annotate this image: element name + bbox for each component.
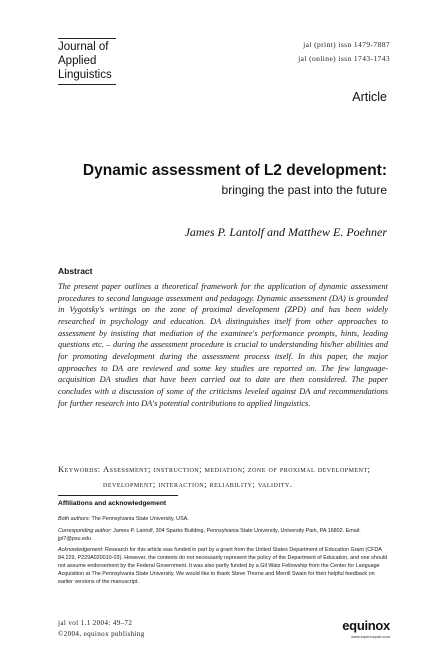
affiliations-heading: Affiliations and acknowledgement	[58, 500, 167, 507]
corresponding-value: James P. Lantolf, 304 Sparks Building, Pennsylvania State University, University Park, PA 16802. Email: jpl7@psu.edu	[58, 527, 361, 542]
publisher-logo-subtext: www.equinoxpub.com	[351, 634, 390, 639]
journal-title-rule-top	[58, 38, 116, 39]
footer-volume: jal vol 1.1 2004: 49–72	[58, 619, 133, 627]
journal-title-line: Applied	[58, 55, 97, 67]
abstract-heading: Abstract	[58, 266, 93, 276]
publisher-logo-text: equinox	[342, 618, 390, 633]
keywords-line-2	[58, 477, 390, 492]
journal-title-line: Linguistics	[58, 69, 112, 81]
journal-title-rule-bottom	[58, 84, 116, 85]
keywords-block	[58, 462, 390, 492]
both-authors-label: Both authors:	[58, 516, 91, 522]
journal-title	[58, 40, 112, 82]
affiliations-text	[58, 515, 390, 590]
affiliation-both-authors	[58, 515, 390, 523]
abstract-text: The present paper outlines a theoretical framework for the application of dynamic assessment procedures to second language assessment and pedagogy. Dynamic assessment (DA) is grounded in Vygotsky's writings on the zone of proximal development (ZPD) and has been widely researched in psychology and education. DA distinguishes itself from other approaches to assessment by insisting that mediation of the examinee's performance prompts, hints, leading questions etc. – during the assessment procedure is crucial to understanding his/her abilities and for promoting development during the assessment process itself. In this paper, the major approaches to DA are reviewed and some key studies are reported on. The few language-acquisition DA studies that have been carried out to date are then considered. The paper concludes with a discussion of some of the criticisms leveled against DA and recommendations for further research into DA's potential contributions to applied linguistics.	[58, 282, 388, 408]
article-title: Dynamic assessment of L2 development:	[82, 162, 387, 179]
both-authors-value: The Pennsylvania State University, USA.	[91, 516, 189, 522]
keywords-list-2: development; interaction; reliability; validity.	[103, 479, 293, 489]
keywords-line-1	[58, 462, 390, 477]
acknowledgement-label: Acknowledgement:	[58, 547, 104, 553]
affiliations-rule	[58, 495, 178, 496]
article-type: Article	[352, 90, 387, 104]
keywords-label: Keywords:	[58, 464, 101, 474]
affiliation-acknowledgement	[58, 546, 390, 586]
issn-print: jal (print) issn 1479-7887	[303, 40, 390, 49]
acknowledgement-value: Research for this article was funded in part by a grant from the United States Department of Education Grant (CFDA 84.229, P229A020010-03). However, the contents do not necessarily represent the policy of the Department of Education, and one should not assume endorsement by the Federal Government. It was also partly funded by a Gil Watz Fellowship from the Center for Language Acquisition at The Pennsylvania State University. We would like to thank Steve Thorne and Merrill Swain for their helpful feedback on earlier versions of the manuscript.	[58, 547, 388, 585]
keywords-list-1: Assessment; instruction; mediation; zone of proximal development;	[103, 464, 371, 474]
issn-block	[298, 38, 390, 66]
corresponding-label: Corresponding author:	[58, 527, 112, 534]
footer-citation	[58, 618, 145, 640]
issn-online: jal (online) issn 1743-1743	[298, 54, 390, 63]
journal-title-line: Journal of	[58, 41, 109, 53]
article-subtitle: bringing the past into the future	[221, 183, 387, 197]
affiliation-corresponding	[58, 527, 390, 543]
footer-copyright: ©2004, equinox publishing	[58, 630, 145, 638]
publisher-logo	[330, 618, 390, 642]
article-authors: James P. Lantolf and Matthew E. Poehner	[184, 225, 387, 239]
